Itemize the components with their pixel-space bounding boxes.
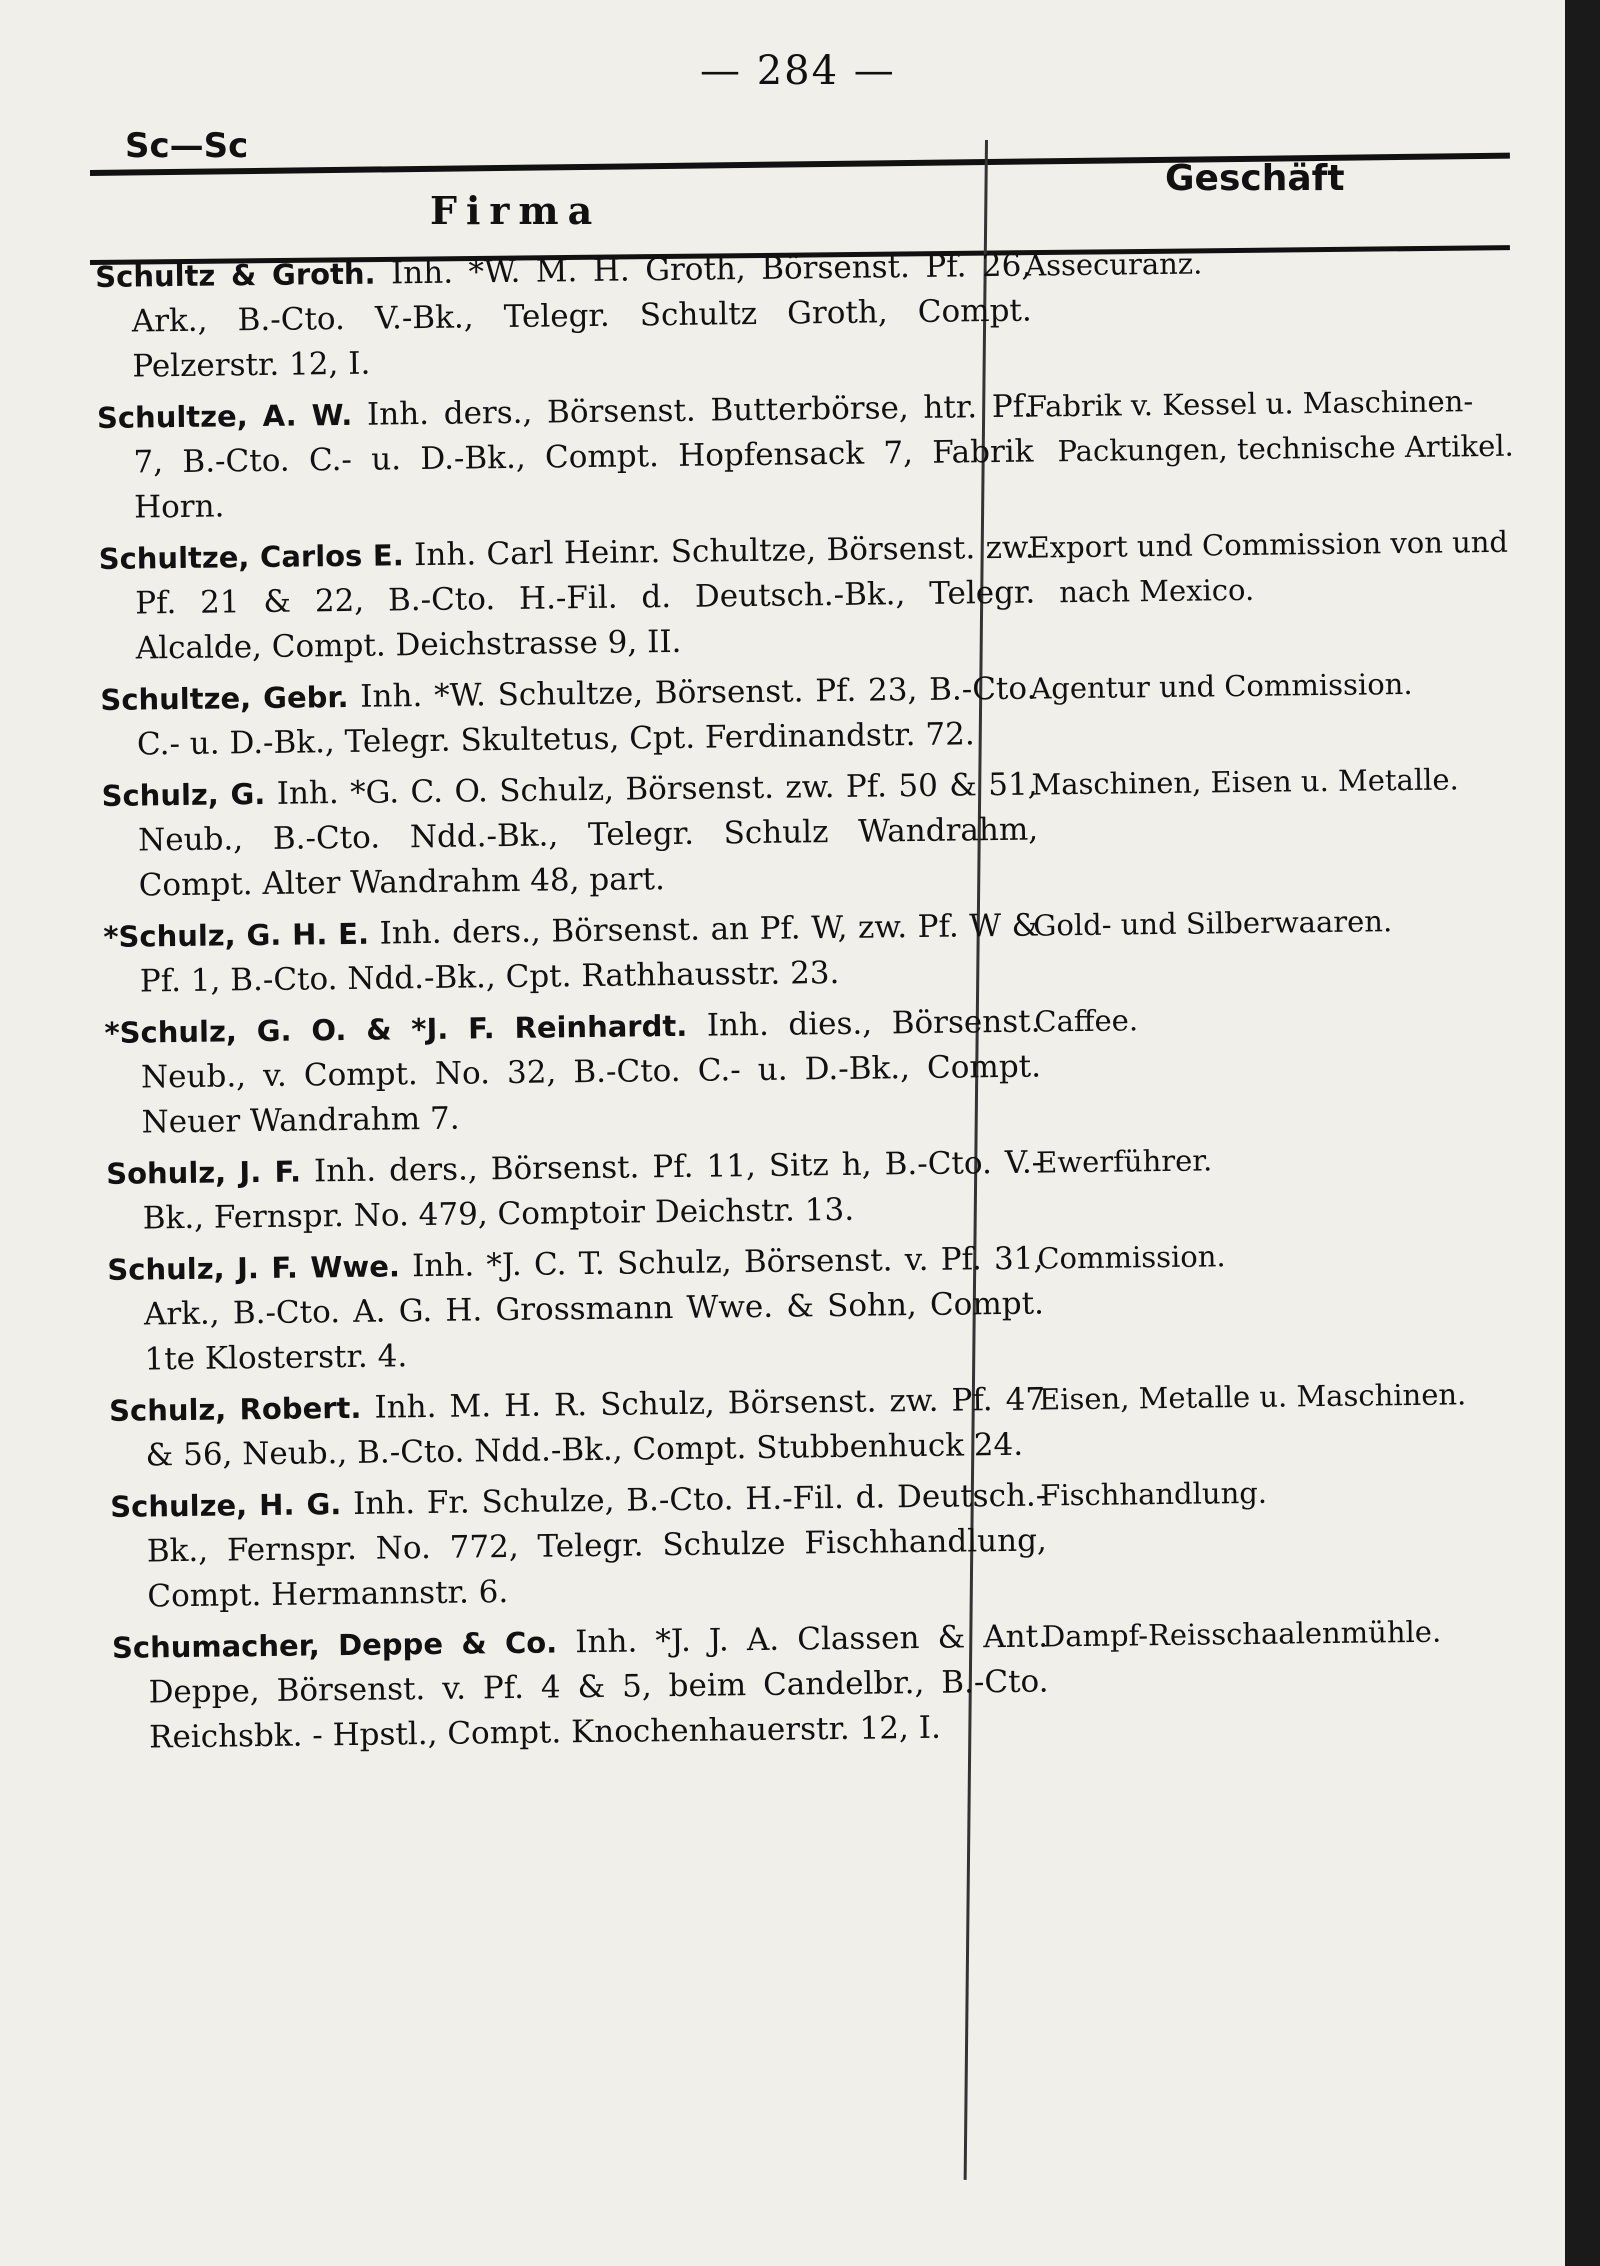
firm-details: Inh. Carl Heinr. Schultze, Börsenst. zw. Pf. 21 & 22, B.-Cto. H.-Fil. d. Deutsch.-Bk., Telegr. Alcalde, Compt. Deichstrasse 9, II. xyxy=(135,529,1036,667)
list-item xyxy=(112,1608,1554,1761)
firma-cell xyxy=(104,1000,1042,1146)
firm-name: Schulz, J. F. Wwe. xyxy=(107,1249,401,1287)
firm-details: Inh. *J. C. T. Schulz, Börsenst. v. Pf. 31, Ark., B.-Cto. A. G. H. Grossmann Wwe. & Sohn, Compt. 1te Klosterstr. 4. xyxy=(143,1240,1045,1378)
column-header-geschaeft: Geschäft xyxy=(1165,158,1345,199)
firm-details: Inh. *J. J. A. Classen & Ant. Deppe, Börsenst. v. Pf. 4 & 5, beim Candelbr., B.-Cto. Reichsbk. - Hpstl., Compt. Knochenhauerstr. 12, I. xyxy=(148,1618,1049,1756)
business-cell: Eisen, Metalle u. Maschinen. xyxy=(1038,1377,1467,1417)
firm-name: Schulz, Robert. xyxy=(108,1390,362,1428)
firm-details: Inh. *W. Schultze, Börsenst. Pf. 23, B.-Cto. C.- u. D.-Bk., Telegr. Skultetus, Cpt. Ferdinandstr. 72. xyxy=(136,670,1037,763)
business-cell: Assecuranz. xyxy=(1024,246,1203,283)
column-header-firma: Firma xyxy=(430,188,602,233)
firma-cell xyxy=(107,1236,1045,1382)
firm-details: Inh. ders., Börsenst. Pf. 11, Sitz h, B.-Cto. V.-Bk., Fernspr. No. 479, Comptoir Deichstr. 13. xyxy=(142,1144,1043,1237)
business-cell: Caffee. xyxy=(1034,1003,1139,1039)
business-cell: Ewerführer. xyxy=(1035,1143,1213,1180)
firm-details: Inh. Fr. Schulze, B.-Cto. H.-Fil. d. Deutsch.-Bk., Fernspr. No. 772, Telegr. Schulze Fischhandlung, Compt. Hermannstr. 6. xyxy=(146,1477,1047,1615)
firm-name: Schultze, A. W. xyxy=(96,397,353,435)
firma-cell xyxy=(101,763,1039,909)
firm-name: Schulz, G. xyxy=(101,776,266,813)
firm-details: Inh. dies., Börsenst. Neub., v. Compt. No. 32, B.-Cto. C.- u. D.-Bk., Compt. Neuer Wandrahm 7. xyxy=(140,1003,1042,1141)
firm-name: Schultze, Gebr. xyxy=(100,679,349,717)
firma-cell xyxy=(100,667,1037,768)
firm-name: *Schulz, G. H. E. xyxy=(103,916,370,954)
list-item xyxy=(109,1371,1550,1479)
firm-name: Sohulz, J. F. xyxy=(106,1154,302,1191)
firma-cell xyxy=(109,1377,1046,1478)
firm-name: *Schulz, G. O. & *J. F. Reinhardt. xyxy=(104,1008,688,1050)
list-item xyxy=(98,519,1540,672)
section-range: Sc—Sc xyxy=(125,126,249,166)
firm-details: Inh. *W. M. H. Groth, Börsenst. Pf. 26, Ark., B.-Cto. V.-Bk., Telegr. Schultz Groth, Compt. Pelzerstr. 12, I. xyxy=(131,247,1032,385)
business-cell: Gold- und Silberwaaren. xyxy=(1033,904,1393,943)
firma-cell xyxy=(95,244,1033,390)
list-item xyxy=(104,993,1546,1146)
firm-details: Inh. ders., Börsenst. Butterbörse, htr. Pf. 7, B.-Cto. C.- u. D.-Bk., Compt. Hopfensack 7, Fabrik Horn. xyxy=(133,388,1034,526)
list-item xyxy=(106,1134,1547,1242)
firma-cell xyxy=(110,1473,1048,1619)
page-number: — 284 — xyxy=(700,48,896,94)
firm-details: Inh. ders., Börsenst. an Pf. W, zw. Pf. W & Pf. 1, B.-Cto. Ndd.-Bk., Cpt. Rathhausstr. 23. xyxy=(139,907,1040,1000)
firm-name: Schulze, H. G. xyxy=(110,1487,342,1524)
list-item xyxy=(101,756,1543,909)
business-cell: Export und Commission von und nach Mexico. xyxy=(1028,524,1509,610)
firma-cell xyxy=(103,904,1040,1005)
business-cell: Commission. xyxy=(1037,1239,1226,1276)
firm-name: Schultze, Carlos E. xyxy=(98,538,404,576)
business-cell: Fischhandlung. xyxy=(1040,1475,1268,1513)
firm-name: Schultz & Groth. xyxy=(95,256,376,294)
firma-cell xyxy=(106,1140,1043,1241)
firm-name: Schumacher, Deppe & Co. xyxy=(111,1625,558,1665)
list-item xyxy=(110,1467,1552,1620)
firma-cell xyxy=(112,1614,1050,1760)
list-item xyxy=(100,660,1541,768)
business-cell: Agentur und Commission. xyxy=(1030,666,1413,706)
business-cell: Maschinen, Eisen u. Metalle. xyxy=(1031,762,1459,802)
business-cell: Fabrik v. Kessel u. Maschinen-Packungen, technische Artikel. xyxy=(1026,384,1514,469)
list-item xyxy=(95,237,1537,390)
list-item xyxy=(97,378,1539,531)
firm-details: Inh. M. H. R. Schulz, Börsenst. zw. Pf. 47 & 56, Neub., B.-Cto. Ndd.-Bk., Compt. Stubbenhuck 24. xyxy=(145,1381,1046,1474)
firma-cell xyxy=(97,385,1035,531)
firm-details: Inh. *G. C. O. Schulz, Börsenst. zw. Pf. 50 & 51, Neub., B.-Cto. Ndd.-Bk., Telegr. Schulz Wandrahm, Compt. Alter Wandrahm 48, part. xyxy=(137,766,1039,904)
list-item xyxy=(103,897,1544,1005)
business-cell: Dampf-Reisschaalenmühle. xyxy=(1041,1614,1442,1654)
list-item xyxy=(107,1230,1549,1383)
entry-list xyxy=(95,237,1553,1766)
firma-cell xyxy=(98,526,1036,672)
